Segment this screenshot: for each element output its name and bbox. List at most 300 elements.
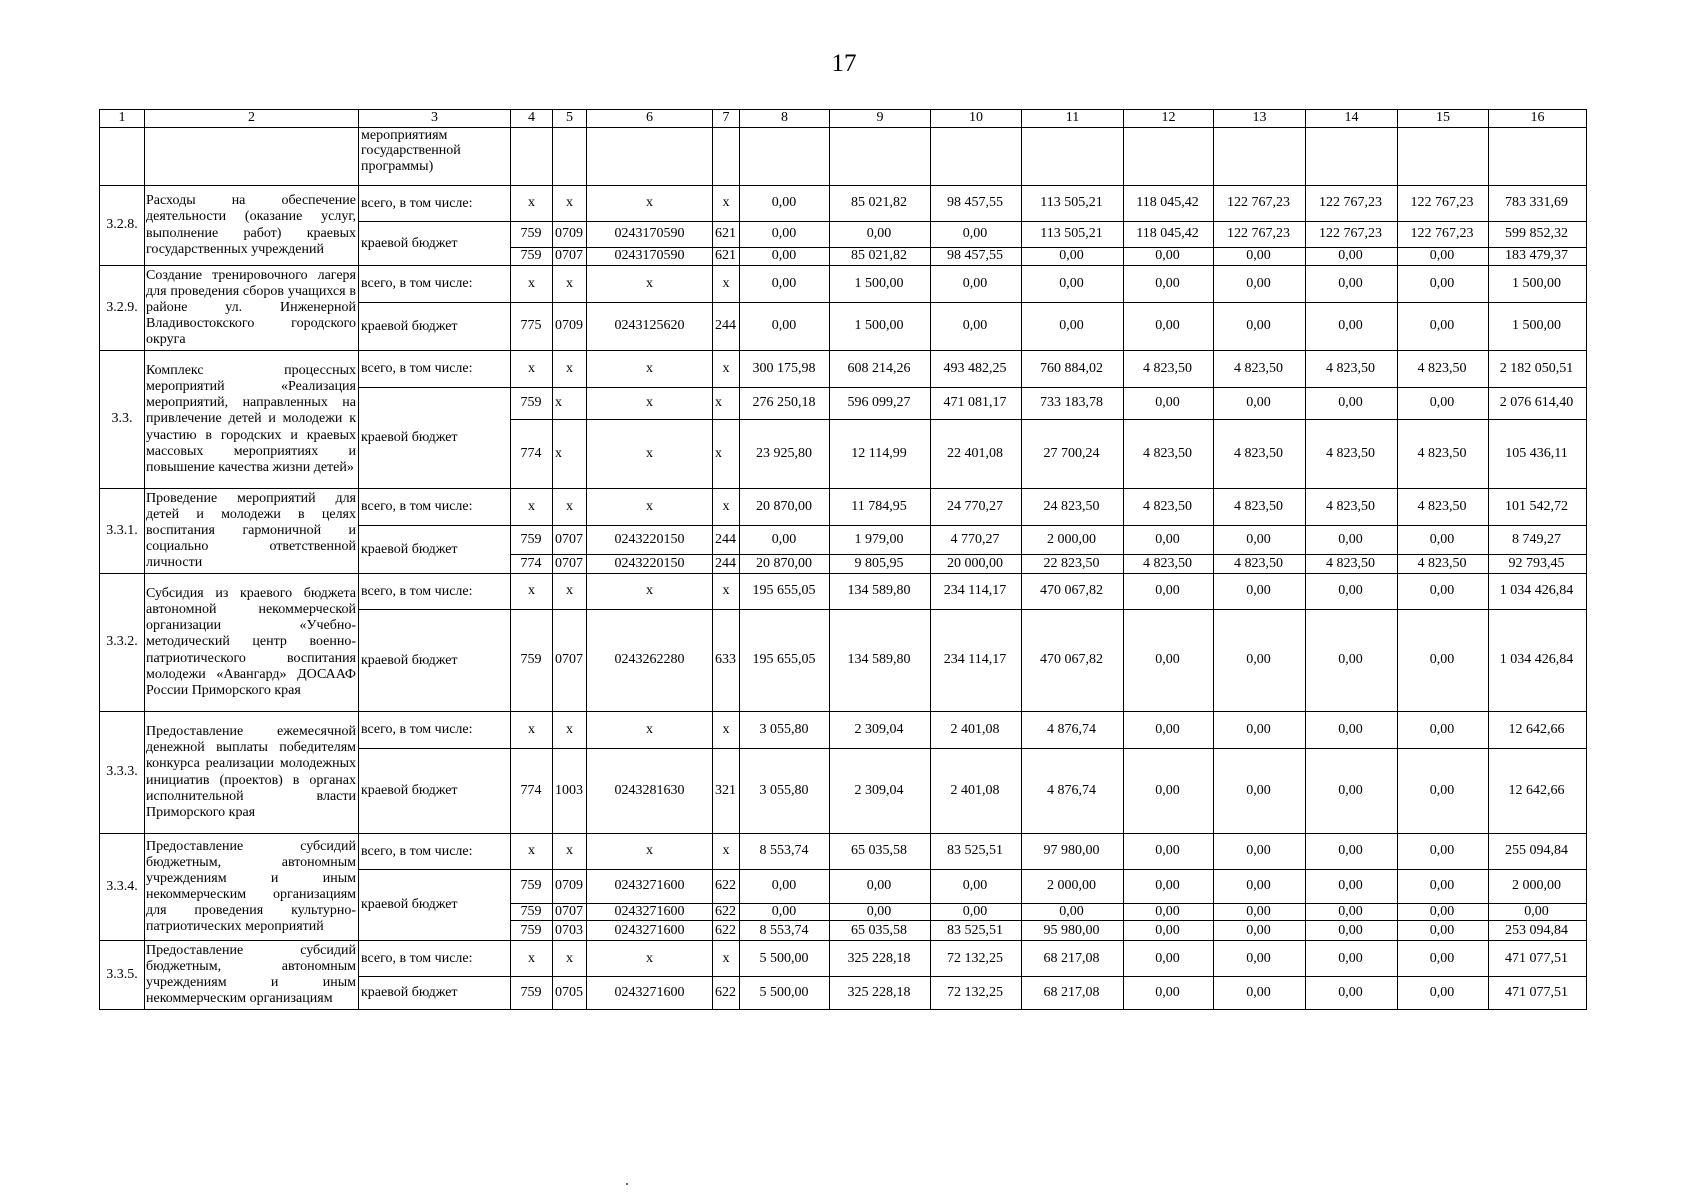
col7-value: x [713,489,740,526]
col4-value: 759 [511,904,553,921]
amount-cell: 0,00 [1124,303,1214,351]
header-cell-8: 8 [740,110,830,128]
col7-value: 622 [713,904,740,921]
amount-cell: 0,00 [931,904,1022,921]
header-cell-6: 6 [587,110,713,128]
col7-value: x [713,574,740,610]
col6-value: x [587,574,713,610]
amount-cell: 471 077,51 [1489,941,1587,977]
amount-cell: 22 823,50 [1022,555,1124,574]
col6-value: x [587,388,713,420]
col5-value: 0707 [553,248,587,266]
col6-value: 0243271600 [587,904,713,921]
amount-cell: 68 217,08 [1022,977,1124,1010]
scan-artifact [626,1183,628,1185]
amount-cell: 783 331,69 [1489,186,1587,222]
amount-cell: 0,00 [1124,266,1214,303]
budget-table [99,109,1587,1010]
amount-cell: 608 214,26 [830,351,931,388]
amount-cell: 0,00 [931,303,1022,351]
amount-cell: 0,00 [740,248,830,266]
amount-cell: 234 114,17 [931,574,1022,610]
amount-cell: 122 767,23 [1306,186,1398,222]
amount-cell: 234 114,17 [931,610,1022,712]
amount-cell: 92 793,45 [1489,555,1587,574]
amount-cell: 0,00 [740,870,830,904]
row-description: Проведение мероприятий для детей и молодежи в целях воспитания гармоничной и социально ответственной личности [145,489,359,574]
amount-cell: 0,00 [740,266,830,303]
header-cell-3: 3 [359,110,511,128]
amount-cell: 23 925,80 [740,420,830,489]
col4-value: x [511,834,553,870]
amount-cell: 98 457,55 [931,186,1022,222]
amount-cell: 0,00 [1124,977,1214,1010]
amount-cell: 0,00 [1398,303,1489,351]
col6-value: 0243271600 [587,921,713,941]
source-label: краевой бюджет [359,977,511,1010]
col5-value: x [553,941,587,977]
amount-cell: 85 021,82 [830,186,931,222]
cont-cell [145,128,359,186]
row-description: Предоставление ежемесячной денежной выплаты победителям конкурса реализации молодежных инициатив (проектов) в органах исполнительной власти Приморского края [145,712,359,834]
amount-cell: 195 655,05 [740,610,830,712]
col7-value: x [713,834,740,870]
amount-cell: 0,00 [1124,248,1214,266]
amount-cell: 12 642,66 [1489,749,1587,834]
amount-cell: 2 076 614,40 [1489,388,1587,420]
amount-cell: 0,00 [830,870,931,904]
amount-cell: 0,00 [1022,303,1124,351]
amount-cell: 0,00 [1022,248,1124,266]
col5-value: 0707 [553,555,587,574]
amount-cell: 8 553,74 [740,921,830,941]
amount-cell: 0,00 [1214,248,1306,266]
amount-cell: 4 823,50 [1214,420,1306,489]
header-cell-1: 1 [100,110,145,128]
amount-cell: 3 055,80 [740,749,830,834]
col6-value: x [587,489,713,526]
col4-value: x [511,489,553,526]
amount-cell: 95 980,00 [1022,921,1124,941]
source-label: всего, в том числе: [359,574,511,610]
amount-cell: 255 094,84 [1489,834,1587,870]
cont-cell [1022,128,1124,186]
amount-cell: 5 500,00 [740,941,830,977]
col5-value: x [553,351,587,388]
header-cell-4: 4 [511,110,553,128]
amount-cell: 4 823,50 [1214,351,1306,388]
amount-cell: 2 401,08 [931,749,1022,834]
amount-cell: 2 000,00 [1022,526,1124,555]
source-label: краевой бюджет [359,749,511,834]
amount-cell: 68 217,08 [1022,941,1124,977]
amount-cell: 72 132,25 [931,977,1022,1010]
amount-cell: 101 542,72 [1489,489,1587,526]
amount-cell: 9 805,95 [830,555,931,574]
amount-cell: 12 114,99 [830,420,931,489]
cont-cell [1214,128,1306,186]
col6-value: 0243170590 [587,222,713,248]
amount-cell: 11 784,95 [830,489,931,526]
amount-cell: 0,00 [1398,610,1489,712]
amount-cell: 0,00 [740,222,830,248]
amount-cell: 0,00 [1214,712,1306,749]
page-number: 17 [831,50,857,77]
amount-cell: 300 175,98 [740,351,830,388]
amount-cell: 122 767,23 [1214,186,1306,222]
amount-cell: 0,00 [1398,977,1489,1010]
amount-cell: 113 505,21 [1022,222,1124,248]
amount-cell: 2 401,08 [931,712,1022,749]
amount-cell: 4 823,50 [1306,555,1398,574]
amount-cell: 0,00 [1214,921,1306,941]
amount-cell: 0,00 [1214,388,1306,420]
header-cell-2: 2 [145,110,359,128]
row-id: 3.3.3. [100,712,145,834]
amount-cell: 0,00 [1398,574,1489,610]
cont-cell [553,128,587,186]
amount-cell: 0,00 [830,222,931,248]
col5-value: x [553,186,587,222]
col4-value: 759 [511,222,553,248]
col6-value: 0243220150 [587,555,713,574]
source-label: краевой бюджет [359,610,511,712]
amount-cell: 0,00 [1398,248,1489,266]
col5-value: x [553,489,587,526]
table-row-r329-total [100,266,1587,303]
header-cell-5: 5 [553,110,587,128]
amount-cell: 0,00 [1124,834,1214,870]
col5-value: 0707 [553,610,587,712]
amount-cell: 0,00 [1214,870,1306,904]
amount-cell: 4 876,74 [1022,749,1124,834]
col6-value: x [587,420,713,489]
col6-value: 0243262280 [587,610,713,712]
row-description: Расходы на обеспечение деятельности (оказание услуг, выполнение работ) краевых государственных учреждений [145,186,359,266]
col5-value: 0705 [553,977,587,1010]
amount-cell: 118 045,42 [1124,222,1214,248]
row-description: Предоставление субсидий бюджетным, автономным учреждениям и иным некоммерческим организациям для проведения культурно-патриотических мероприятий [145,834,359,941]
amount-cell: 0,00 [1398,712,1489,749]
amount-cell: 4 770,27 [931,526,1022,555]
source-label: всего, в том числе: [359,941,511,977]
amount-cell: 0,00 [1214,941,1306,977]
amount-cell: 1 500,00 [830,266,931,303]
row-id: 3.2.8. [100,186,145,266]
col6-value: x [587,941,713,977]
amount-cell: 596 099,27 [830,388,931,420]
amount-cell: 0,00 [1398,941,1489,977]
amount-cell: 0,00 [1306,266,1398,303]
amount-cell: 0,00 [1214,977,1306,1010]
amount-cell: 0,00 [1398,526,1489,555]
col6-value: x [587,266,713,303]
amount-cell: 4 823,50 [1124,555,1214,574]
col4-value: 774 [511,420,553,489]
source-label: всего, в том числе: [359,351,511,388]
amount-cell: 0,00 [931,870,1022,904]
header-cell-7: 7 [713,110,740,128]
cont-cell [713,128,740,186]
amount-cell: 733 183,78 [1022,388,1124,420]
col4-value: x [511,574,553,610]
col4-value: 759 [511,526,553,555]
col7-value: 321 [713,749,740,834]
amount-cell: 0,00 [1398,749,1489,834]
amount-cell: 4 876,74 [1022,712,1124,749]
col5-value: 0707 [553,526,587,555]
amount-cell: 0,00 [740,904,830,921]
amount-cell: 27 700,24 [1022,420,1124,489]
source-label: краевой бюджет [359,526,511,574]
amount-cell: 0,00 [1124,610,1214,712]
amount-cell: 0,00 [1124,749,1214,834]
header-cell-16: 16 [1489,110,1587,128]
col7-value: x [713,351,740,388]
source-label: всего, в том числе: [359,712,511,749]
amount-cell: 72 132,25 [931,941,1022,977]
col7-value: 622 [713,977,740,1010]
col7-value: x [713,388,740,420]
amount-cell: 20 870,00 [740,555,830,574]
col5-value: x [553,712,587,749]
amount-cell: 0,00 [1214,303,1306,351]
table-row [100,128,1587,186]
col5-value: 0703 [553,921,587,941]
amount-cell: 24 823,50 [1022,489,1124,526]
amount-cell: 2 309,04 [830,712,931,749]
amount-cell: 760 884,02 [1022,351,1124,388]
source-label: всего, в том числе: [359,266,511,303]
amount-cell: 0,00 [1214,526,1306,555]
cont-cell [1306,128,1398,186]
col5-value: 0709 [553,222,587,248]
amount-cell: 83 525,51 [931,834,1022,870]
amount-cell: 0,00 [1398,834,1489,870]
header-cell-12: 12 [1124,110,1214,128]
table-row-r331-total [100,489,1587,526]
amount-cell: 4 823,50 [1398,420,1489,489]
amount-cell: 599 852,32 [1489,222,1587,248]
amount-cell: 0,00 [1214,749,1306,834]
cont-cell [587,128,713,186]
amount-cell: 493 482,25 [931,351,1022,388]
col5-value: 0709 [553,870,587,904]
table-row-r332-total [100,574,1587,610]
col7-value: x [713,712,740,749]
amount-cell: 4 823,50 [1214,489,1306,526]
col4-value: 759 [511,977,553,1010]
amount-cell: 113 505,21 [1022,186,1124,222]
col4-value: 759 [511,610,553,712]
amount-cell: 2 000,00 [1022,870,1124,904]
amount-cell: 85 021,82 [830,248,931,266]
amount-cell: 471 077,51 [1489,977,1587,1010]
col6-value: 0243271600 [587,977,713,1010]
source-label: краевой бюджет [359,303,511,351]
col4-value: 759 [511,388,553,420]
amount-cell: 0,00 [1022,266,1124,303]
col7-value: 622 [713,921,740,941]
amount-cell: 1 034 426,84 [1489,574,1587,610]
row-id: 3.3.1. [100,489,145,574]
col7-value: 621 [713,222,740,248]
amount-cell: 0,00 [740,186,830,222]
col4-value: x [511,351,553,388]
amount-cell: 122 767,23 [1306,222,1398,248]
amount-cell: 0,00 [1306,870,1398,904]
amount-cell: 1 979,00 [830,526,931,555]
amount-cell: 122 767,23 [1214,222,1306,248]
table-row-r333-total [100,712,1587,749]
amount-cell: 0,00 [1214,574,1306,610]
amount-cell: 0,00 [1306,388,1398,420]
cont-cell [830,128,931,186]
cont-cell [1398,128,1489,186]
col5-value: x [553,834,587,870]
amount-cell: 20 000,00 [931,555,1022,574]
cont-cell [740,128,830,186]
amount-cell: 4 823,50 [1306,489,1398,526]
amount-cell: 0,00 [1306,834,1398,870]
amount-cell: 0,00 [1124,526,1214,555]
amount-cell: 0,00 [1124,904,1214,921]
source-label: краевой бюджет [359,222,511,266]
amount-cell: 471 081,17 [931,388,1022,420]
col6-value: 0243220150 [587,526,713,555]
amount-cell: 0,00 [1398,266,1489,303]
row-id: 3.2.9. [100,266,145,351]
header-cell-13: 13 [1214,110,1306,128]
amount-cell: 0,00 [740,303,830,351]
col7-value: x [713,420,740,489]
amount-cell: 0,00 [830,904,931,921]
col4-value: 759 [511,870,553,904]
amount-cell: 8 749,27 [1489,526,1587,555]
amount-cell: 1 500,00 [1489,266,1587,303]
row-description: Создание тренировочного лагеря для проведения сборов учащихся в районе ул. Инженерной Владивостокского городского округа [145,266,359,351]
source-label: краевой бюджет [359,870,511,941]
amount-cell: 4 823,50 [1124,420,1214,489]
col6-value: 0243125620 [587,303,713,351]
amount-cell: 0,00 [1124,941,1214,977]
amount-cell: 98 457,55 [931,248,1022,266]
col4-value: x [511,712,553,749]
source-label: всего, в том числе: [359,489,511,526]
col6-value: x [587,834,713,870]
col6-value: 0243281630 [587,749,713,834]
amount-cell: 0,00 [1398,388,1489,420]
amount-cell: 0,00 [931,266,1022,303]
amount-cell: 118 045,42 [1124,186,1214,222]
amount-cell: 65 035,58 [830,834,931,870]
amount-cell: 20 870,00 [740,489,830,526]
amount-cell: 24 770,27 [931,489,1022,526]
cont-col3: мероприятиям государственной программы) [359,128,511,186]
col4-value: 774 [511,555,553,574]
amount-cell: 5 500,00 [740,977,830,1010]
amount-cell: 4 823,50 [1214,555,1306,574]
row-id: 3.3.4. [100,834,145,941]
amount-cell: 276 250,18 [740,388,830,420]
header-row [100,110,1587,128]
header-cell-9: 9 [830,110,931,128]
col6-value: 0243271600 [587,870,713,904]
amount-cell: 253 094,84 [1489,921,1587,941]
amount-cell: 1 500,00 [830,303,931,351]
amount-cell: 0,00 [1398,921,1489,941]
table-row-r334-total [100,834,1587,870]
cont-cell [931,128,1022,186]
row-id: 3.3.2. [100,574,145,712]
table-row-r335-total [100,941,1587,977]
amount-cell: 105 436,11 [1489,420,1587,489]
amount-cell: 0,00 [1214,610,1306,712]
amount-cell: 0,00 [1306,610,1398,712]
header-cell-10: 10 [931,110,1022,128]
amount-cell: 83 525,51 [931,921,1022,941]
row-id: 3.3.5. [100,941,145,1010]
row-description: Субсидия из краевого бюджета автономной некоммерческой организации «Учебно-методический центр военно-патриотического воспитания молодежи «Авангард» ДОСААФ России Приморского края [145,574,359,712]
amount-cell: 0,00 [1489,904,1587,921]
col4-value: x [511,941,553,977]
source-label: всего, в том числе: [359,834,511,870]
col7-value: x [713,266,740,303]
amount-cell: 183 479,37 [1489,248,1587,266]
col4-value: 775 [511,303,553,351]
table-row-r33-total [100,351,1587,388]
amount-cell: 0,00 [1124,388,1214,420]
amount-cell: 0,00 [1214,266,1306,303]
amount-cell: 0,00 [1306,248,1398,266]
cont-cell [100,128,145,186]
col5-value: x [553,266,587,303]
source-label: краевой бюджет [359,388,511,489]
col4-value: x [511,186,553,222]
amount-cell: 0,00 [1398,870,1489,904]
col5-value: 0709 [553,303,587,351]
amount-cell: 97 980,00 [1022,834,1124,870]
cont-cell [1124,128,1214,186]
col7-value: 633 [713,610,740,712]
header-cell-14: 14 [1306,110,1398,128]
amount-cell: 12 642,66 [1489,712,1587,749]
col6-value: x [587,186,713,222]
amount-cell: 122 767,23 [1398,222,1489,248]
amount-cell: 0,00 [1306,712,1398,749]
amount-cell: 3 055,80 [740,712,830,749]
amount-cell: 2 000,00 [1489,870,1587,904]
amount-cell: 0,00 [1214,904,1306,921]
amount-cell: 325 228,18 [830,941,931,977]
amount-cell: 0,00 [1306,526,1398,555]
col7-value: x [713,941,740,977]
amount-cell: 4 823,50 [1398,555,1489,574]
amount-cell: 122 767,23 [1398,186,1489,222]
amount-cell: 0,00 [1022,904,1124,921]
amount-cell: 0,00 [1124,574,1214,610]
amount-cell: 4 823,50 [1124,489,1214,526]
col5-value: x [553,574,587,610]
col6-value: x [587,712,713,749]
amount-cell: 195 655,05 [740,574,830,610]
amount-cell: 0,00 [1398,904,1489,921]
amount-cell: 0,00 [1306,303,1398,351]
amount-cell: 0,00 [1124,870,1214,904]
col5-value: 0707 [553,904,587,921]
amount-cell: 8 553,74 [740,834,830,870]
col6-value: 0243170590 [587,248,713,266]
